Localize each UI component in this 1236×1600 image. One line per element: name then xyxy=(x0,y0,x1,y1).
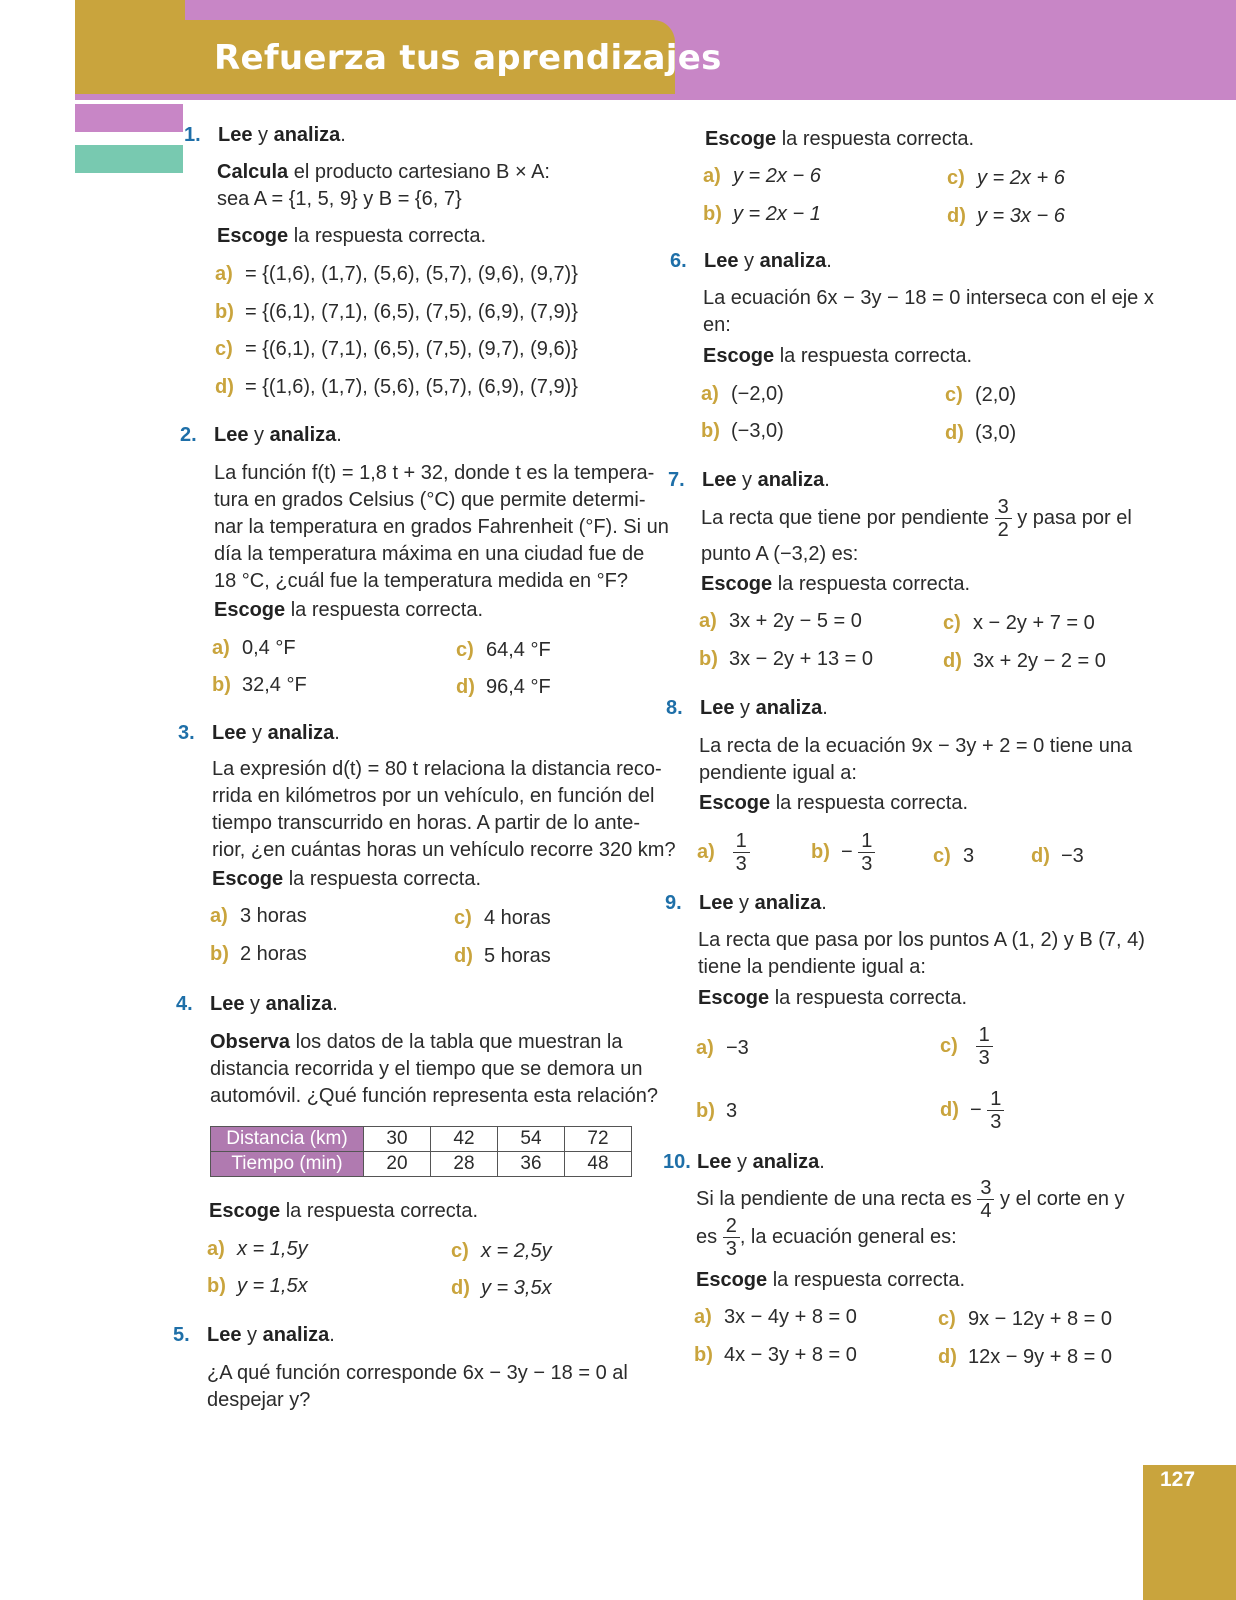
fraction: $\frac{3}{2}$ xyxy=(995,496,1012,541)
q6-option-a[interactable]: a) (−2,0) xyxy=(701,383,784,405)
question-5-instruction: Escoge la respuesta correcta. xyxy=(705,128,975,150)
table-cell: 20 xyxy=(364,1152,431,1177)
question-3-text: La expresión d(t) = 80 t relaciona la distancia reco- rrida en kilómetros por un vehículo, en función del tiempo transcurrido en horas. A partir de lo ante- rior, ¿en cuántas horas un vehículo recorre 320 km? xyxy=(212,758,676,861)
q4-option-d[interactable]: d) y = 3,5x xyxy=(451,1277,552,1299)
q2-option-a[interactable]: a) 0,4 °F xyxy=(212,637,296,659)
fraction: $\frac{3}{4}$ xyxy=(977,1177,994,1222)
question-9-instruction: Escoge la respuesta correcta. xyxy=(698,987,968,1009)
q1-option-b[interactable]: b) = {(6,1), (7,1), (6,5), (7,5), (6,9), (7,9)} xyxy=(215,301,578,323)
q2-option-d[interactable]: d) 96,4 °F xyxy=(456,676,551,698)
question-1-heading: 1. Lee y analiza. xyxy=(184,124,346,146)
table-cell: 30 xyxy=(364,1127,431,1152)
question-8-heading: 8. Lee y analiza. xyxy=(666,697,828,719)
table-cell: 28 xyxy=(431,1152,498,1177)
question-3-heading: 3. Lee y analiza. xyxy=(178,722,340,744)
table-cell: 36 xyxy=(498,1152,565,1177)
fraction: $\frac{1}{3}$ xyxy=(987,1088,1004,1133)
question-9-text: La recta que pasa por los puntos A (1, 2) y B (7, 4) tiene la pendiente igual a: xyxy=(698,929,1145,978)
q7-option-c[interactable]: c) x − 2y + 7 = 0 xyxy=(943,612,1095,634)
q1-option-d[interactable]: d) = {(1,6), (1,7), (5,6), (5,7), (6,9), (7,9)} xyxy=(215,376,578,398)
q2-option-c[interactable]: c) 64,4 °F xyxy=(456,639,551,661)
q7-option-b[interactable]: b) 3x − 2y + 13 = 0 xyxy=(699,648,873,670)
q10-option-c[interactable]: c) 9x − 12y + 8 = 0 xyxy=(938,1308,1112,1330)
question-10-instruction: Escoge la respuesta correcta. xyxy=(696,1269,966,1291)
q10-option-a[interactable]: a) 3x − 4y + 8 = 0 xyxy=(694,1306,857,1328)
q5-option-a[interactable]: a) y = 2x − 6 xyxy=(703,165,821,187)
q6-option-d[interactable]: d) (3,0) xyxy=(945,422,1017,444)
question-10-text: Si la pendiente de una recta es $\frac{3}{4}$ y el corte en y xyxy=(696,1177,1125,1222)
q2-option-b[interactable]: b) 32,4 °F xyxy=(212,674,307,696)
q10-option-b[interactable]: b) 4x − 3y + 8 = 0 xyxy=(694,1344,857,1366)
question-10-text-2: es $\frac{2}{3}$ , la ecuación general es: xyxy=(696,1215,957,1260)
page-title: Refuerza tus aprendizajes xyxy=(214,38,722,78)
q1-option-c[interactable]: c) = {(6,1), (7,1), (6,5), (7,5), (9,7), (9,6)} xyxy=(215,338,578,360)
q3-option-b[interactable]: b) 2 horas xyxy=(210,943,307,965)
fraction: $\frac{2}{3}$ xyxy=(723,1215,740,1260)
q5-option-b[interactable]: b) y = 2x − 1 xyxy=(703,203,821,225)
table-cell: 54 xyxy=(498,1127,565,1152)
fraction: $\frac{1}{3}$ xyxy=(976,1024,993,1069)
data-table xyxy=(210,1126,632,1177)
question-8-text: La recta de la ecuación 9x − 3y + 2 = 0 tiene una pendiente igual a: xyxy=(699,735,1133,784)
q9-option-a[interactable]: a) −3 xyxy=(696,1037,749,1059)
question-9-heading: 9. Lee y analiza. xyxy=(665,892,827,914)
q3-option-c[interactable]: c) 4 horas xyxy=(454,907,551,929)
table-cell: 42 xyxy=(431,1127,498,1152)
question-7-heading: 7. Lee y analiza. xyxy=(668,469,830,491)
question-10-heading: 10. Lee y analiza. xyxy=(663,1151,825,1173)
q8-option-a[interactable]: a) $\frac{1}{3}$ xyxy=(697,830,750,875)
q6-option-b[interactable]: b) (−3,0) xyxy=(701,420,784,442)
question-1-instruction: Escoge la respuesta correcta. xyxy=(217,225,487,247)
question-6-heading: 6. Lee y analiza. xyxy=(670,250,832,272)
q3-option-a[interactable]: a) 3 horas xyxy=(210,905,307,927)
page-number: 127 xyxy=(1160,1468,1196,1491)
q7-option-d[interactable]: d) 3x + 2y − 2 = 0 xyxy=(943,650,1106,672)
question-2-text: La función f(t) = 1,8 t + 32, donde t es la tempera- tura en grados Celsius (°C) que permite determi- nar la temperatura en grados Fahrenheit (°F). Si un día la temperatura máxima en una ciudad fue de 18 °C, ¿cuál fue la temperatura medida en °F? xyxy=(214,462,669,592)
question-7-instruction: Escoge la respuesta correcta. xyxy=(701,573,971,595)
q7-option-a[interactable]: a) 3x + 2y − 5 = 0 xyxy=(699,610,862,632)
question-7-text: La recta que tiene por pendiente $\frac{3}{2}$ y pasa por el punto A (−3,2) es: xyxy=(701,496,1132,565)
question-2-instruction: Escoge la respuesta correcta. xyxy=(214,599,484,621)
q9-option-d[interactable]: d) − $\frac{1}{3}$ xyxy=(940,1088,1004,1133)
table-row-label: Distancia (km) xyxy=(211,1127,364,1152)
question-6-instruction: Escoge la respuesta correcta. xyxy=(703,345,973,367)
q4-option-c[interactable]: c) x = 2,5y xyxy=(451,1240,552,1262)
fraction: $\frac{1}{3}$ xyxy=(858,830,875,875)
question-5-text: ¿A qué función corresponde 6x − 3y − 18 = 0 al despejar y? xyxy=(207,1362,628,1411)
q8-option-d[interactable]: d) −3 xyxy=(1031,845,1084,867)
question-4-text: Observa los datos de la tabla que muestran la distancia recorrida y el tiempo que se demora un automóvil. ¿Qué función representa esta relación? xyxy=(210,1031,659,1107)
table-row xyxy=(211,1127,632,1152)
page-margin xyxy=(0,0,75,100)
title-tab-top xyxy=(75,0,185,20)
q4-option-b[interactable]: b) y = 1,5x xyxy=(207,1275,308,1297)
q8-option-c[interactable]: c) 3 xyxy=(933,845,975,867)
q6-option-c[interactable]: c) (2,0) xyxy=(945,384,1017,406)
question-2-heading: 2. Lee y analiza. xyxy=(180,424,342,446)
q3-option-d[interactable]: d) 5 horas xyxy=(454,945,551,967)
table-cell: 48 xyxy=(565,1152,632,1177)
question-3-instruction: Escoge la respuesta correcta. xyxy=(212,868,482,890)
q8-option-b[interactable]: b) − $\frac{1}{3}$ xyxy=(811,830,875,875)
table-row xyxy=(211,1152,632,1177)
side-tag-purple xyxy=(75,104,183,132)
q4-option-a[interactable]: a) x = 1,5y xyxy=(207,1238,308,1260)
question-5-heading: 5. Lee y analiza. xyxy=(173,1324,335,1346)
table-row-label: Tiempo (min) xyxy=(211,1152,364,1177)
q5-option-c[interactable]: c) y = 2x + 6 xyxy=(947,167,1065,189)
question-1-text: Calcula el producto cartesiano B × A: sea A = {1, 5, 9} y B = {6, 7} xyxy=(217,161,550,210)
question-4-instruction: Escoge la respuesta correcta. xyxy=(209,1200,479,1222)
question-4-heading: 4. Lee y analiza. xyxy=(176,993,338,1015)
q9-option-c[interactable]: c) $\frac{1}{3}$ xyxy=(940,1024,993,1069)
q10-option-d[interactable]: d) 12x − 9y + 8 = 0 xyxy=(938,1346,1112,1368)
side-tag-green xyxy=(75,145,183,173)
table-cell: 72 xyxy=(565,1127,632,1152)
question-8-instruction: Escoge la respuesta correcta. xyxy=(699,792,969,814)
question-6-text: La ecuación 6x − 3y − 18 = 0 interseca con el eje x en: xyxy=(703,287,1154,336)
q5-option-d[interactable]: d) y = 3x − 6 xyxy=(947,205,1065,227)
q9-option-b[interactable]: b) 3 xyxy=(696,1100,738,1122)
fraction: $\frac{1}{3}$ xyxy=(733,830,750,875)
q1-option-a[interactable]: a) = {(1,6), (1,7), (5,6), (5,7), (9,6), (9,7)} xyxy=(215,263,578,285)
